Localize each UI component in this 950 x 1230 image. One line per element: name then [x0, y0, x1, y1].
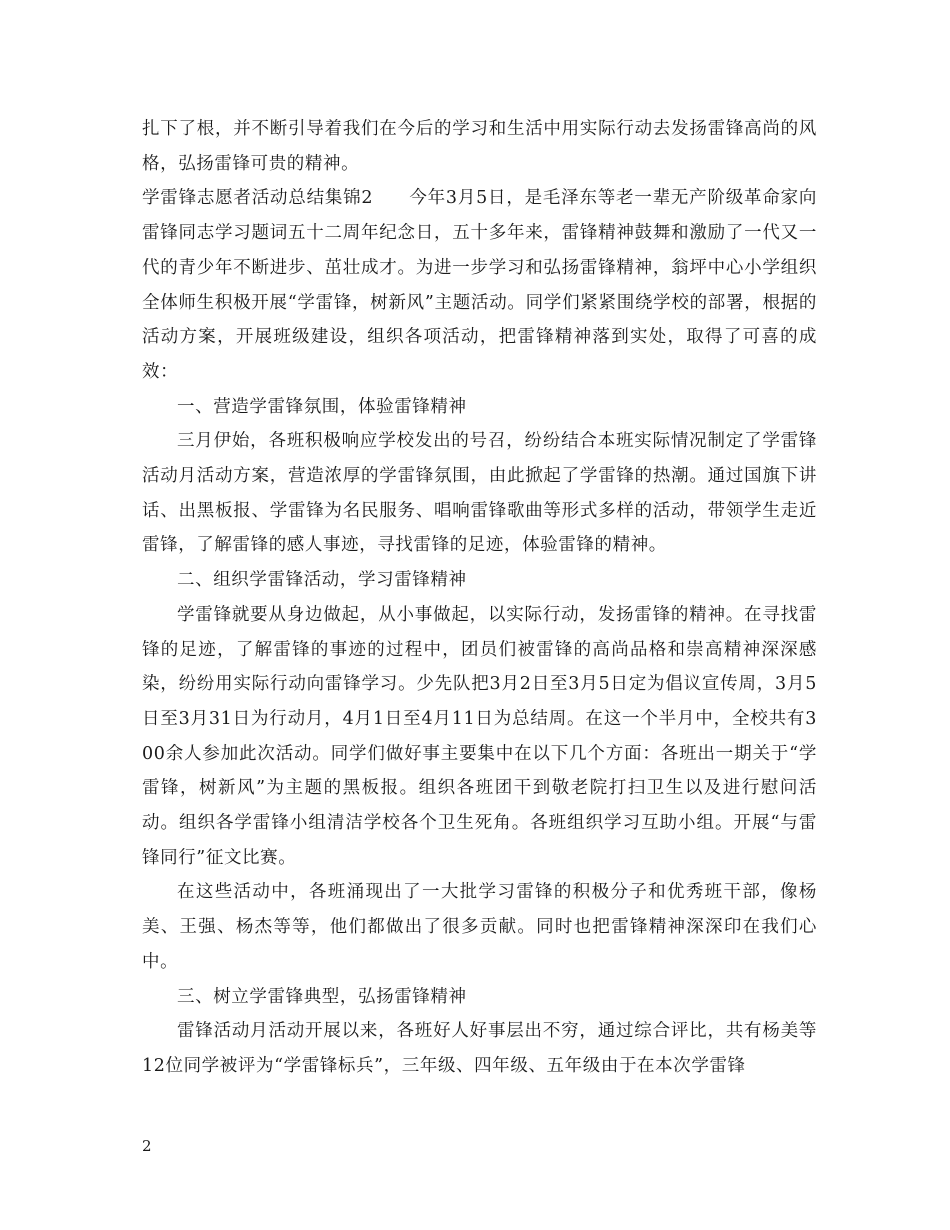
body-paragraph-1: 三月伊始，各班积极响应学校发出的号召，纷纷结合本班实际情况制定了学雷锋活动月活动方案，营造浓厚的学雷锋氛围，由此掀起了学雷锋的热潮。通过国旗下讲话、出黑板报、学雷锋为名民服务、唱响雷锋歌曲等形式多样的活动，带领学生走近雷锋，了解雷锋的感人事迹，寻找雷锋的足迹，体验雷锋的精神。 [142, 431, 817, 556]
body-paragraph-4: 雷锋活动月活动开展以来，各班好人好事层出不穷，通过综合评比，共有杨美等12位同学被评为“学雷锋标兵”，三年级、四年级、五年级由于在本次学雷锋 [142, 1021, 817, 1076]
section-title-inline: 学雷锋志愿者活动总结集锦2 [142, 188, 374, 209]
document-page [142, 112, 817, 1084]
section-heading-1: 一、营造学雷锋氛围，体验雷锋精神 [177, 396, 467, 417]
titled-paragraph-body: 今年3月5日，是毛泽东等老一辈无产阶级革命家向雷锋同志学习题词五十二周年纪念日，五十多年来，雷锋精神鼓舞和激励了一代又一代的青少年不断进步、茁壮成才。为进一步学习和弘扬雷锋精神，翁坪中心小学组织全体师生积极开展“学雷锋，树新风”主题活动。同学们紧紧围绕学校的部署，根据的活动方案，开展班级建设，组织各项活动，把雷锋精神落到实处，取得了可喜的成效： [142, 188, 817, 382]
section-heading-3: 三、树立学雷锋典型，弘扬雷锋精神 [177, 986, 467, 1007]
section-heading-2: 二、组织学雷锋活动，学习雷锋精神 [177, 570, 467, 591]
body-paragraph-3: 在这些活动中，各班涌现出了一大批学习雷锋的积极分子和优秀班干部，像杨美、王强、杨杰等等，他们都做出了很多贡献。同时也把雷锋精神深深印在我们心中。 [142, 882, 817, 972]
titled-paragraph [142, 181, 817, 389]
continuation-paragraph: 扎下了根，并不断引导着我们在今后的学习和生活中用实际行动去发扬雷锋高尚的风格，弘扬雷锋可贵的精神。 [142, 119, 817, 174]
body-paragraph-2: 学雷锋就要从身边做起，从小事做起，以实际行动，发扬雷锋的精神。在寻找雷锋的足迹，了解雷锋的事迹的过程中，团员们被雷锋的高尚品格和崇高精神深深感染，纷纷用实际行动向雷锋学习。少先队把3月2日至3月5日定为倡议宣传周，3月5日至3月31日为行动月，4月1日至4月11日为总结周。在这一个半月中，全校共有300余人参加此次活动。同学们做好事主要集中在以下几个方面：各班出一期关于“学雷锋，树新风”为主题的黑板报。组织各班团干到敬老院打扫卫生以及进行慰问活动。组织各学雷锋小组清洁学校各个卫生死角。各班组织学习互助小组。开展“与雷锋同行”征文比赛。 [142, 604, 817, 868]
page-number: 2 [142, 1137, 152, 1155]
